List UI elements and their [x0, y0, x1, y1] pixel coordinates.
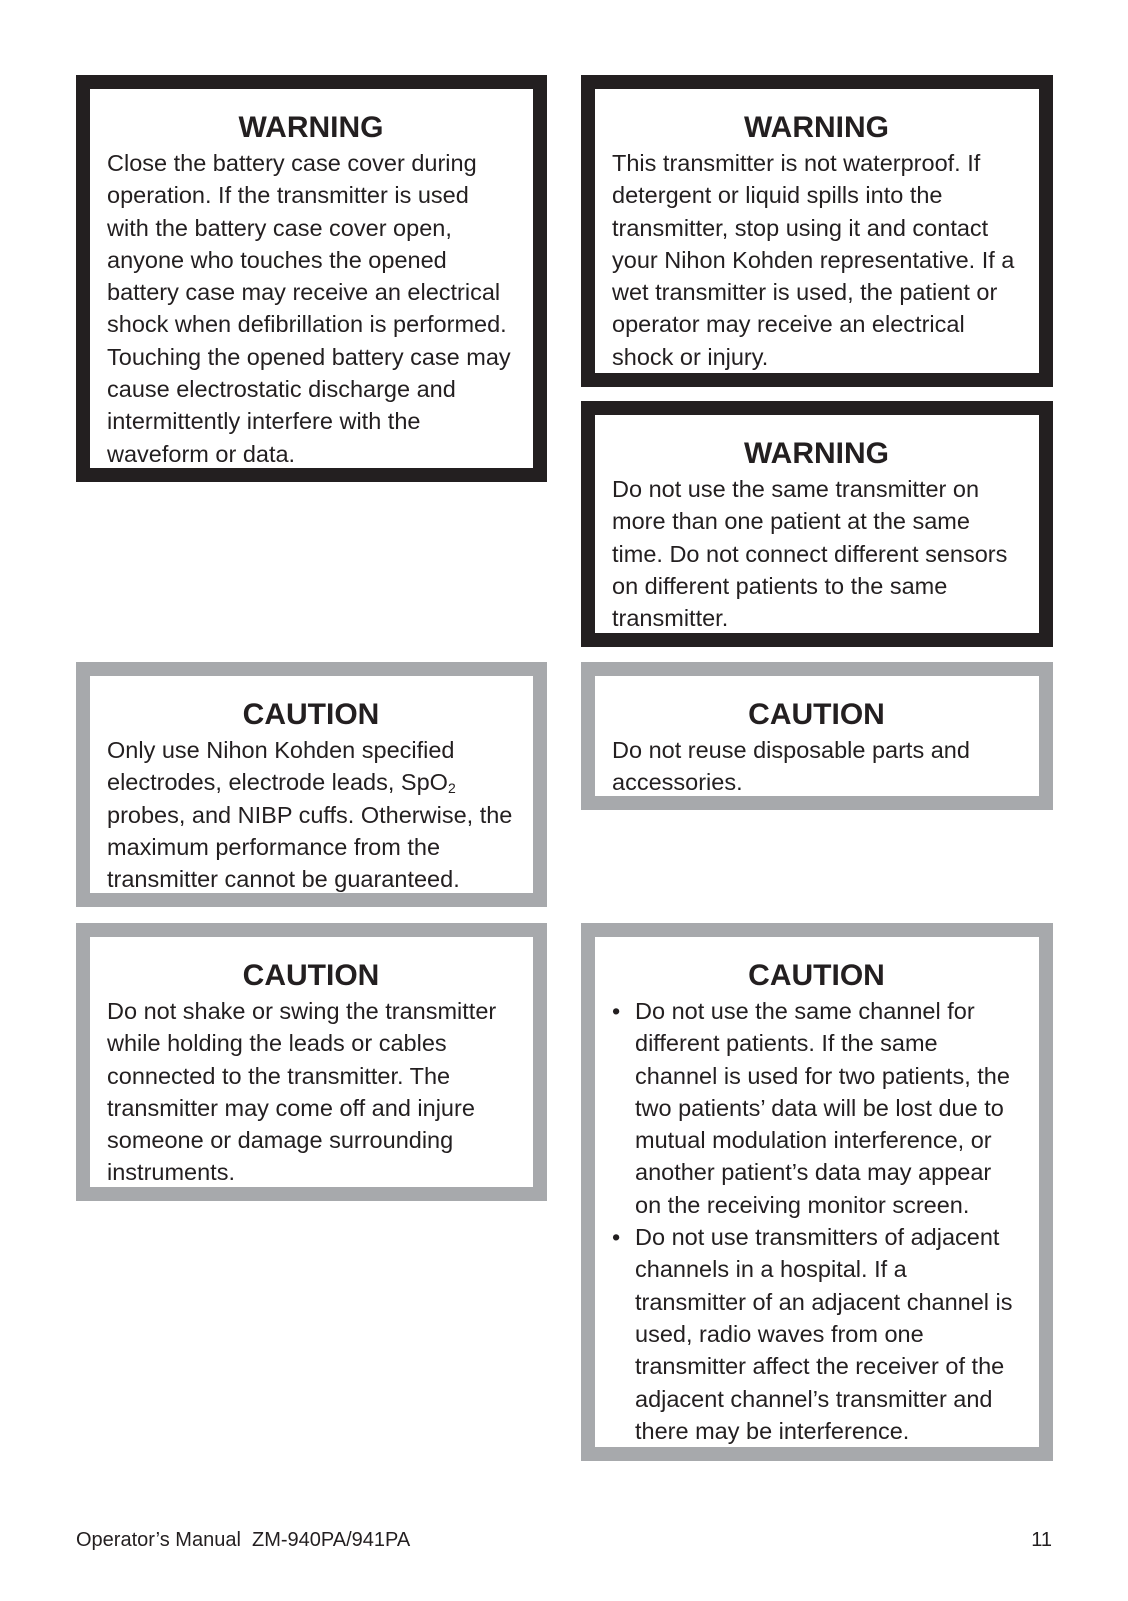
- caution-text: Do not reuse disposable parts and accessories.: [612, 737, 970, 796]
- list-item-text: Do not use transmitters of adjacent channels in a hospital. If a transmitter of an adjacent channel is used, radio waves from one transmitter affect the receiver of the adjacent channel’s transmitter and there may be interference.: [635, 1224, 1013, 1444]
- caution-text-part: Only use Nihon Kohden specified electrodes, electrode leads, SpO: [107, 737, 455, 796]
- caution-title: CAUTION: [748, 959, 885, 992]
- warning-text: Do not use the same transmitter on more than one patient at the same time. Do not connect different sensors on different patients to the same transmitter.: [612, 476, 1008, 632]
- caution-title: CAUTION: [748, 698, 885, 731]
- bullet-icon: •: [612, 1224, 621, 1251]
- subscript-2: 2: [447, 780, 456, 797]
- warning-box-same-transmitter: [581, 401, 1053, 647]
- warning-text: This transmitter is not waterproof. If detergent or liquid spills into the transmitter, stop using it and contact your Nihon Kohden representative. If a wet transmitter is used, the patient or operator may receive an electrical shock or injury.: [612, 150, 1015, 370]
- caution-text-part: probes, and NIBP cuffs. Otherwise, the maximum performance from the transmitter cannot be guaranteed.: [107, 801, 513, 893]
- list-item: [612, 995, 1021, 1221]
- caution-box-shake-swing: [76, 923, 547, 1201]
- caution-title: CAUTION: [242, 698, 380, 731]
- warning-box-battery-case: [76, 75, 547, 482]
- caution-box-specified-parts: [76, 662, 547, 907]
- caution-title: CAUTION: [242, 959, 380, 992]
- bullet-icon: •: [612, 998, 621, 1024]
- page-number: 11: [1031, 1529, 1052, 1551]
- warning-box-waterproof: [581, 75, 1053, 387]
- caution-bullet-list: [612, 995, 1021, 1447]
- warning-title: WARNING: [744, 437, 889, 470]
- warning-title: WARNING: [744, 111, 889, 144]
- caution-text: [107, 734, 515, 895]
- caution-box-disposable-parts: [581, 662, 1053, 810]
- caution-box-channels: [581, 923, 1053, 1461]
- warning-text: Close the battery case cover during operation. If the transmitter is used with the battery case cover open, anyone who touches the opened battery case may receive an electrical shock when defibrillation is performed. Touching the opened battery case may cause electrostatic discharge and intermittently interfere with the waveform or data.: [107, 150, 511, 467]
- list-item-text: Do not use the same channel for different patients. If the same channel is used for two patients, the two patients’ data will be lost due to mutual modulation interference, or another patient’s data may appear on the receiving monitor screen.: [635, 998, 1010, 1218]
- warning-title: WARNING: [238, 111, 384, 144]
- caution-text: Do not shake or swing the transmitter while holding the leads or cables connected to the transmitter. The transmitter may come off and injure someone or damage surrounding instruments.: [107, 998, 497, 1186]
- footer-manual-title: Operator’s Manual ZM-940PA/941PA: [76, 1529, 411, 1551]
- list-item: [612, 1221, 1021, 1447]
